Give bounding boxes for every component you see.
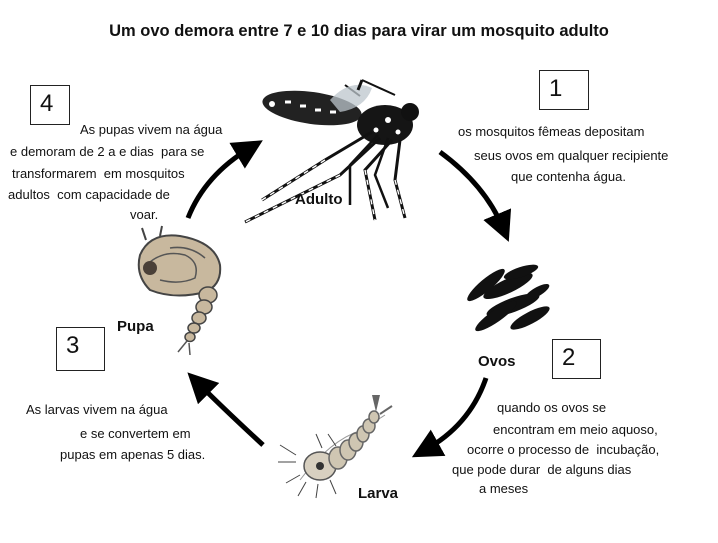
step-2-line-5: a meses	[479, 481, 529, 496]
step-3-line-1: As larvas vivem na água	[26, 402, 168, 417]
step-number-4: 4	[30, 85, 70, 125]
step-number-3: 3	[56, 327, 105, 371]
step-4-line-4: adultos com capacidade de	[8, 187, 170, 202]
step-2-line-4: que pode durar de alguns dias	[452, 462, 632, 477]
arrow-larva-to-pupa	[198, 383, 263, 445]
step-1-line-3: que contenha água.	[511, 169, 626, 184]
step-number-2: 2	[552, 339, 601, 379]
larva-icon	[278, 395, 392, 498]
step-2-line-3: ocorre o processo de incubação,	[467, 442, 660, 457]
step-2-line-2: encontram em meio aquoso,	[493, 422, 658, 437]
pupa-icon	[139, 226, 220, 355]
step-4-line-5: voar.	[130, 207, 159, 222]
step-2-line-1: quando os ovos se	[497, 400, 607, 415]
stage-label-ovos: Ovos	[478, 353, 516, 370]
step-3-line-2: e se convertem em	[80, 426, 191, 441]
stage-label-larva: Larva	[358, 485, 399, 502]
step-3-line-3: pupas em apenas 5 dias.	[60, 447, 206, 462]
stage-label-pupa: Pupa	[117, 318, 154, 335]
step-4-line-2: e demoram de 2 a e dias para se	[10, 144, 205, 159]
eggs-icon	[464, 262, 552, 336]
step-4-line-1: As pupas vivem na água	[80, 122, 223, 137]
step-1-line-1: os mosquitos fêmeas depositam	[458, 124, 645, 139]
page-title: Um ovo demora entre 7 e 10 dias para virar um mosquito adulto	[109, 22, 609, 40]
step-number-1: 1	[539, 70, 589, 110]
stage-label-adulto: Adulto	[295, 191, 343, 208]
step-1-line-2: seus ovos em qualquer recipiente	[474, 148, 669, 163]
step-4-line-3: transformarem em mosquitos	[12, 166, 185, 181]
